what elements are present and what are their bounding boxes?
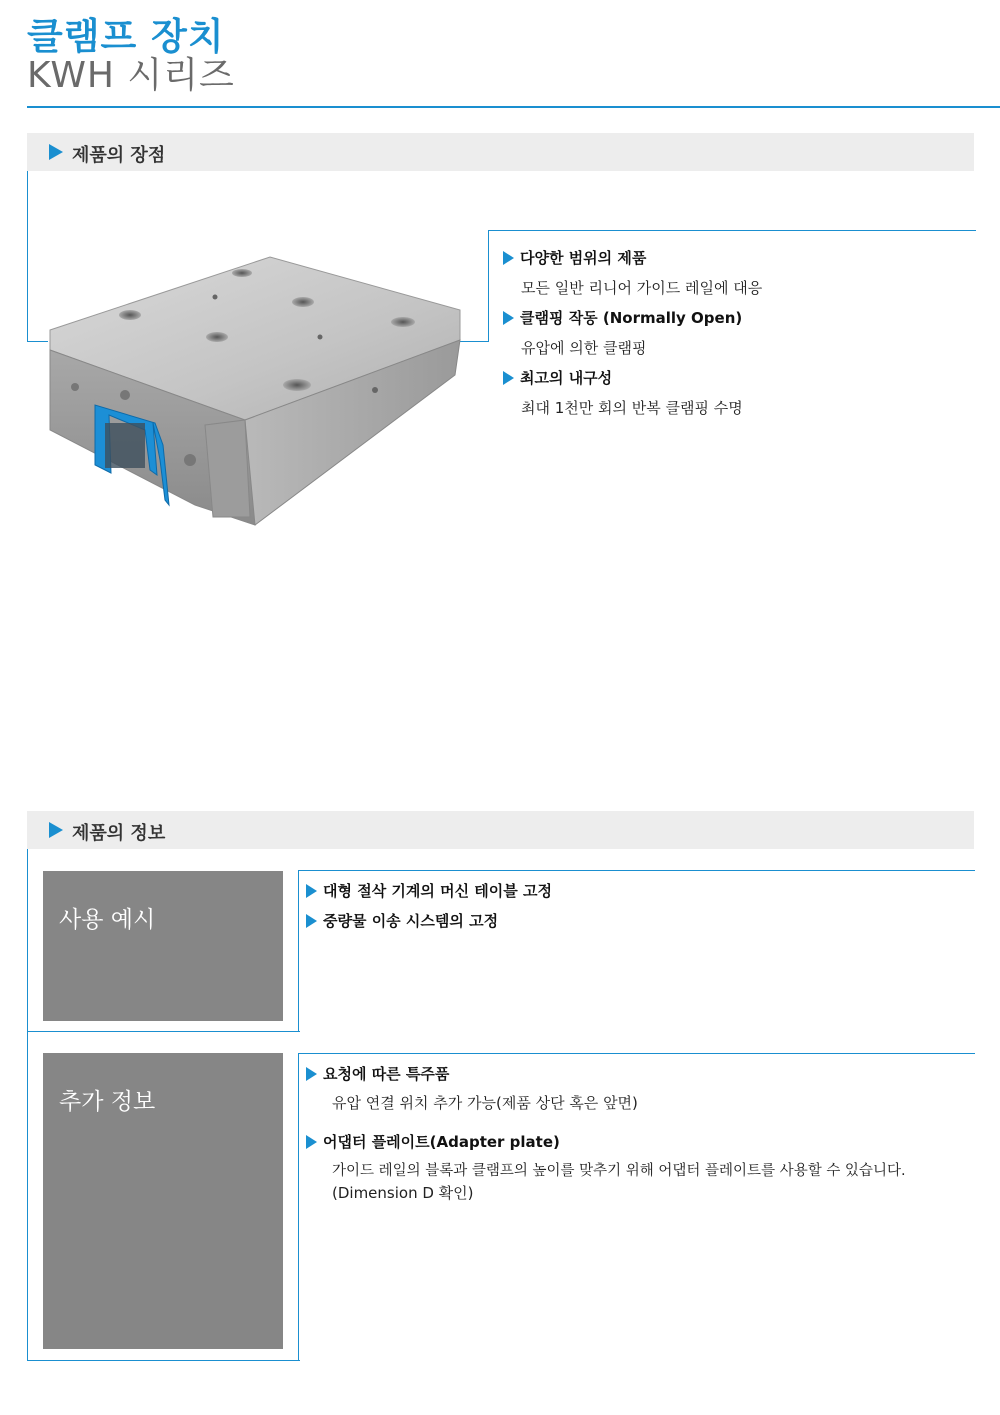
triangle-bullet-icon [306,884,317,898]
extra-info-box [43,1053,283,1349]
extra-item-1-desc: 유압 연결 위치 추가 가능(제품 상단 혹은 앞면) [332,1094,638,1112]
page-title: 클램프 장치 [27,15,225,58]
section-header-advantages [27,133,974,171]
triangle-bullet-icon [49,144,63,160]
advantage-desc-1: 모든 일반 리니어 가이드 레일에 대응 [521,279,763,297]
section-header-info [27,811,974,849]
triangle-bullet-icon [306,914,317,928]
triangle-bullet-icon [49,822,63,838]
extra-info-label: 추가 정보 [59,1089,156,1115]
triangle-bullet-icon [503,251,514,265]
advantage-title-3: 최고의 내구성 [503,367,612,388]
triangle-bullet-icon [306,1135,317,1149]
advantage-title-1: 다양한 범위의 제품 [503,247,646,268]
triangle-bullet-icon [503,311,514,325]
section-label: 제품의 장점 [72,145,166,166]
title-divider [27,106,1000,108]
usage-item-2: 중량물 이송 시스템의 고정 [306,910,498,931]
usage-label: 사용 예시 [59,907,156,933]
advantage-desc-3: 최대 1천만 회의 반복 클램핑 수명 [521,399,743,417]
advantage-title-2: 클램핑 작동 (Normally Open) [503,307,742,328]
extra-item-2-desc-line2: (Dimension D 확인) [332,1184,474,1202]
usage-item-1: 대형 절삭 기계의 머신 테이블 고정 [306,880,552,901]
extra-item-1-title: 요청에 따른 특주품 [306,1063,449,1084]
extra-item-2-desc-line1: 가이드 레일의 블록과 클램프의 높이를 맞추기 위해 어댑터 플레이트를 사용할 수 있습니다. [332,1163,906,1179]
product-image-clamp [45,255,465,535]
usage-box [43,871,283,1021]
advantage-desc-2: 유압에 의한 클램핑 [521,339,647,357]
triangle-bullet-icon [503,371,514,385]
extra-item-2-title: 어댑터 플레이트(Adapter plate) [306,1131,560,1152]
page-subtitle: KWH 시리즈 [27,55,235,96]
triangle-bullet-icon [306,1067,317,1081]
section-label: 제품의 정보 [72,823,166,844]
